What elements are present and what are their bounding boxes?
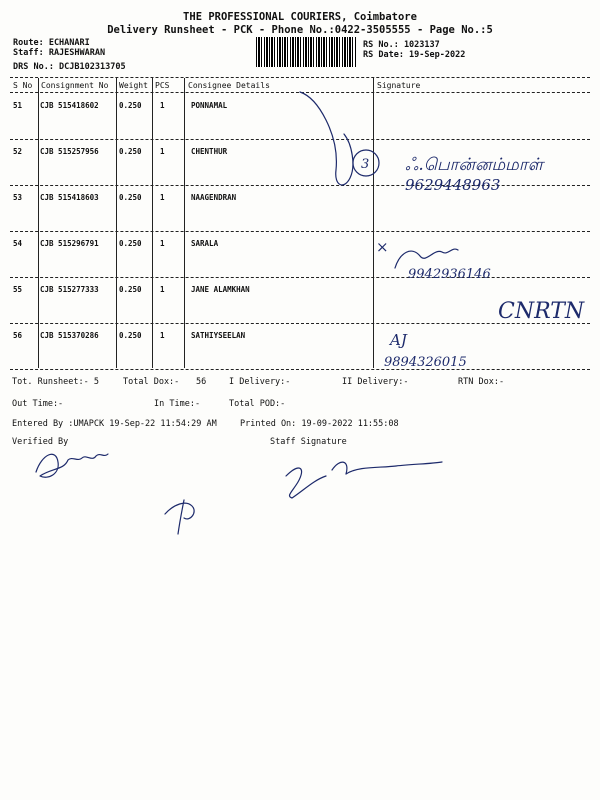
row-pcs: 1 bbox=[160, 239, 165, 248]
hw-row52-name: ஃ.பொன்னம்மாள் bbox=[405, 155, 544, 175]
row-consignee: CHENTHUR bbox=[191, 147, 228, 156]
row-weight: 0.250 bbox=[119, 193, 142, 202]
initial-mark bbox=[165, 500, 194, 534]
row-pcs: 1 bbox=[160, 193, 165, 202]
row-consignment: CJB 515277333 bbox=[40, 285, 99, 294]
hw-row56-initials: AJ bbox=[390, 331, 407, 349]
row-weight: 0.250 bbox=[119, 147, 142, 156]
row-consignment: CJB 515370286 bbox=[40, 331, 99, 340]
row-sno: 51 bbox=[13, 101, 23, 110]
row-sno: 52 bbox=[13, 147, 23, 156]
row-weight: 0.250 bbox=[119, 101, 142, 110]
hw-row52-phone: 9629448963 bbox=[405, 176, 501, 194]
row-consignment: CJB 515418602 bbox=[40, 101, 99, 110]
entered-by: Entered By :UMAPCK 19-Sep-22 11:54:29 AM bbox=[12, 419, 217, 429]
rtn-dox: RTN Dox:- bbox=[458, 377, 505, 387]
staff-signature-scribble bbox=[286, 462, 442, 498]
row-pcs: 1 bbox=[160, 331, 165, 340]
ii-delivery: II Delivery:- bbox=[342, 377, 409, 387]
row-sno: 54 bbox=[13, 239, 23, 248]
verified-signature bbox=[36, 454, 108, 477]
row-consignee: SARALA bbox=[191, 239, 219, 248]
row-sno: 56 bbox=[13, 331, 23, 340]
route-label: Route: ECHANARI bbox=[13, 38, 90, 48]
hw-x-mark: × bbox=[376, 238, 389, 256]
row-consignee: SATHIYSEELAN bbox=[191, 331, 246, 340]
rs-number: RS No.: 1023137 bbox=[363, 40, 440, 50]
verified-by-label: Verified By bbox=[12, 437, 69, 447]
tot-runsheet: Tot. Runsheet:- 5 bbox=[12, 377, 99, 387]
row-pcs: 1 bbox=[160, 147, 165, 156]
circled-number: 3 bbox=[361, 157, 370, 172]
row-consignment: CJB 515257956 bbox=[40, 147, 99, 156]
rs-date: RS Date: 19-Sep-2022 bbox=[363, 50, 466, 60]
col-pcs: PCS bbox=[155, 81, 170, 90]
col-sno: S No bbox=[13, 81, 33, 90]
col-weight: Weight bbox=[119, 81, 148, 90]
staff-signature-label: Staff Signature bbox=[270, 437, 347, 447]
row-sno: 53 bbox=[13, 193, 23, 202]
total-pod: Total POD:- bbox=[229, 399, 286, 409]
hw-row55-note: CNRTN bbox=[498, 299, 585, 324]
printed-on: Printed On: 19-09-2022 11:55:08 bbox=[240, 419, 399, 429]
signature-stroke bbox=[300, 92, 353, 185]
col-consignee: Consignee Details bbox=[188, 81, 270, 90]
i-delivery: I Delivery:- bbox=[229, 377, 291, 387]
out-time: Out Time:- bbox=[12, 399, 64, 409]
total-dox-label: Total Dox:- bbox=[123, 377, 180, 387]
col-signature: Signature bbox=[377, 81, 421, 90]
hw-row54-phone: 9942936146 bbox=[408, 267, 491, 282]
in-time: In Time:- bbox=[154, 399, 201, 409]
hw-row56-phone: 9894326015 bbox=[384, 355, 467, 370]
row-weight: 0.250 bbox=[119, 285, 142, 294]
row-sno: 55 bbox=[13, 285, 23, 294]
company-title: THE PROFESSIONAL COURIERS, Coimbatore bbox=[183, 11, 417, 23]
row-consignee: JANE ALAMKHAN bbox=[191, 285, 250, 294]
total-dox-value: 56 bbox=[196, 377, 207, 387]
row-consignee: PONNAMAL bbox=[191, 101, 228, 110]
row-consignment: CJB 515296791 bbox=[40, 239, 99, 248]
row-consignment: CJB 515418603 bbox=[40, 193, 99, 202]
row-pcs: 1 bbox=[160, 285, 165, 294]
runsheet-subtitle: Delivery Runsheet - PCK - Phone No.:0422-3505555 - Page No.:5 bbox=[107, 24, 493, 36]
col-consignment: Consignment No bbox=[41, 81, 109, 90]
row-weight: 0.250 bbox=[119, 239, 142, 248]
drs-number: DRS No.: DCJB102313705 bbox=[13, 62, 126, 72]
row-weight: 0.250 bbox=[119, 331, 142, 340]
row-pcs: 1 bbox=[160, 101, 165, 110]
row-consignee: NAAGENDRAN bbox=[191, 193, 237, 202]
staff-label: Staff: RAJESHWARAN bbox=[13, 48, 106, 58]
signature-stroke bbox=[395, 249, 458, 268]
